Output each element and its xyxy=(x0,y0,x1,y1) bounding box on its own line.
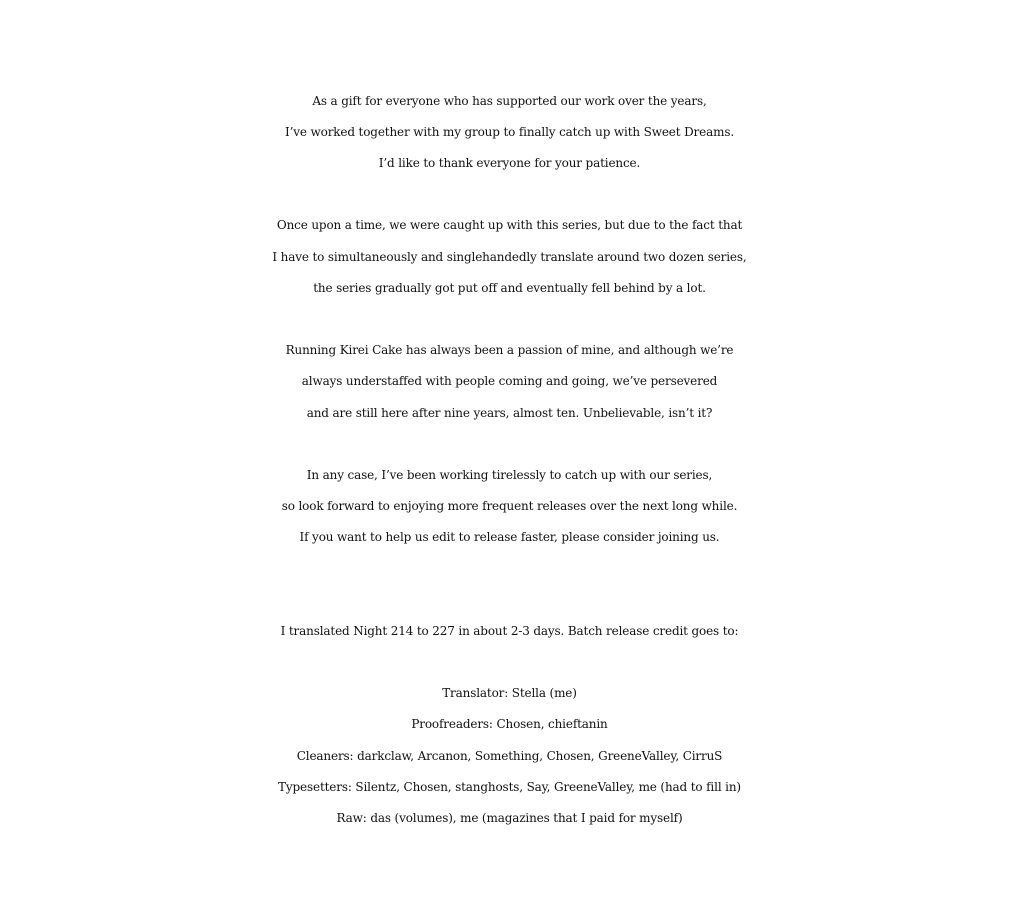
credit-typesetters: Typesetters: Silentz, Chosen, stanghosts, Say, GreeneValley, me (had to fill in) xyxy=(278,780,741,794)
credit-translator: Translator: Stella (me) xyxy=(442,686,577,700)
paragraph-2-line-2: I have to simultaneously and singlehandedly translate around two dozen series, xyxy=(272,250,747,264)
credit-cleaners: Cleaners: darkclaw, Arcanon, Something, Chosen, GreeneValley, CirruS xyxy=(296,749,723,763)
paragraph-4-line-1: In any case, I’ve been working tirelessly to catch up with our series, xyxy=(306,468,713,482)
paragraph-4-line-2: so look forward to enjoying more frequent releases over the next long while. xyxy=(281,499,738,513)
paragraph-2-line-3: the series gradually got put off and eventually fell behind by a lot. xyxy=(313,281,706,295)
batch-note: I translated Night 214 to 227 in about 2-3 days. Batch release credit goes to: xyxy=(280,624,739,638)
paragraph-2-line-1: Once upon a time, we were caught up with this series, but due to the fact that xyxy=(276,218,743,232)
paragraph-1-line-1: As a gift for everyone who has supported our work over the years, xyxy=(312,94,707,108)
paragraph-3-line-1: Running Kirei Cake has always been a passion of mine, and although we’re xyxy=(285,343,734,357)
paragraph-3-line-2: always understaffed with people coming and going, we’ve persevered xyxy=(301,374,718,388)
paragraph-4-line-3: If you want to help us edit to release faster, please consider joining us. xyxy=(299,530,720,544)
paragraph-1-line-3: I’d like to thank everyone for your patience. xyxy=(378,156,641,170)
credit-proofreaders: Proofreaders: Chosen, chieftanin xyxy=(411,717,608,731)
paragraph-3-line-3: and are still here after nine years, almost ten. Unbelievable, isn’t it? xyxy=(306,406,713,420)
paragraph-1-line-2: I’ve worked together with my group to finally catch up with Sweet Dreams. xyxy=(285,125,734,139)
credit-raw: Raw: das (volumes), me (magazines that I paid for myself) xyxy=(336,811,683,825)
